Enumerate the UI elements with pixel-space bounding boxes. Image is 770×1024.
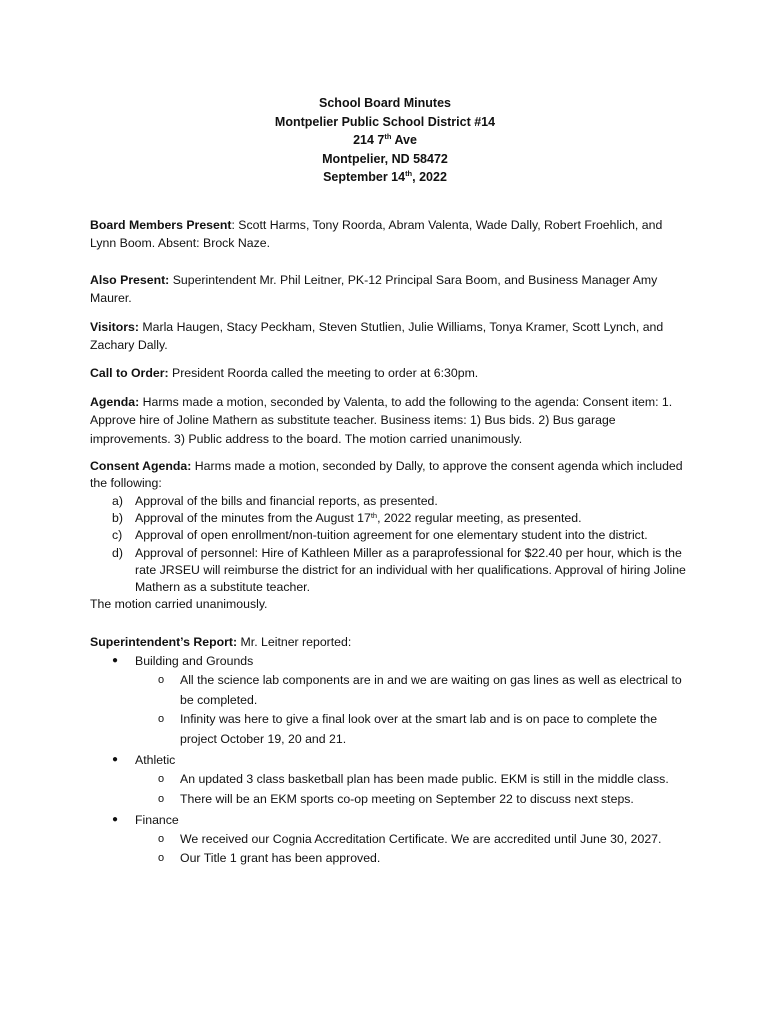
consent-closing: The motion carried unanimously. (90, 597, 268, 612)
board-members-label: Board Members Present (90, 218, 232, 232)
sub-list (135, 830, 690, 870)
superintendent-report-paragraph: Superintendent’s Report: Mr. Leitner reported: (90, 634, 352, 649)
list-item: o Infinity was here to give a final look over at the smart lab and is on pace to complete the project October 19, 20 and 21. (158, 712, 658, 747)
superintendent-report-label: Superintendent’s Report: (90, 634, 238, 649)
consent-agenda-paragraph: Consent Agenda: Harms made a motion, seconded by Dally, to approve the consent agenda which included the following: (90, 459, 683, 491)
call-to-order-label: Call to Order: (90, 366, 169, 381)
category-title: Building and Grounds (135, 653, 254, 668)
report-category-finance (90, 810, 690, 870)
consent-items-list (90, 493, 690, 597)
report-categories-list (90, 651, 690, 869)
document-title: School Board Minutes (319, 96, 451, 110)
also-present-paragraph: Also Present: Superintendent Mr. Phil Leitner, PK-12 Principal Sara Boom, and Business Manager Amy Maurer. (90, 272, 658, 306)
city-state-zip: Montpelier, ND 58472 (322, 151, 448, 166)
list-marker: a) (112, 493, 123, 508)
board-members-paragraph: Board Members Present: Scott Harms, Tony Roorda, Abram Valenta, Wade Dally, Robert Froehlich, and Lynn Boom. Absent: Brock Naze. (90, 218, 663, 251)
minutes-body (90, 216, 690, 869)
agenda-paragraph: Agenda: Harms made a motion, seconded by Valenta, to add the following to the agenda: Consent item: 1. Approve hire of Joline Mathern as substitute teacher. Business items: 1) Bus bids. 2) Bus garage improvements. 3) Public address to the board. The motion carried unanimously. (90, 394, 673, 446)
street-address: 214 7th Ave (353, 132, 417, 148)
consent-agenda-label: Consent Agenda: (90, 459, 192, 474)
circle-bullet-icon: o (158, 673, 165, 686)
report-category-building (90, 651, 690, 750)
agenda-label: Agenda: (90, 394, 140, 409)
circle-bullet-icon: o (158, 792, 165, 805)
visitors-label: Visitors: (90, 319, 139, 334)
category-title: Athletic (135, 752, 176, 767)
list-item: o All the science lab components are in and we are waiting on gas lines as well as electrical to be completed. (158, 672, 682, 707)
circle-bullet-icon: o (158, 772, 165, 785)
also-present-label: Also Present: (90, 272, 170, 287)
meeting-date: September 14th, 2022 (323, 169, 447, 185)
report-category-athletic (90, 750, 690, 810)
circle-bullet-icon: o (158, 713, 165, 726)
sub-list (135, 770, 690, 810)
sub-list (135, 671, 690, 750)
list-item: a) Approval of the bills and financial reports, as presented. (90, 493, 690, 510)
category-title: Finance (135, 812, 179, 827)
list-marker: d) (112, 545, 123, 560)
bullet-icon: ● (112, 654, 119, 666)
list-item: c) Approval of open enrollment/non-tuition agreement for one elementary student into the district. (90, 527, 690, 544)
document-header (0, 94, 770, 187)
circle-bullet-icon: o (158, 852, 165, 865)
list-item: o An updated 3 class basketball plan has been made public. EKM is still in the middle class. (90, 770, 690, 790)
list-item: b) Approval of the minutes from the August 17th, 2022 regular meeting, as presented. (90, 510, 690, 527)
visitors-paragraph: Visitors: Marla Haugen, Stacy Peckham, Steven Stutlien, Julie Williams, Tonya Kramer, Scott Lynch, and Zachary Dally. (90, 319, 664, 353)
list-item: o We received our Cognia Accreditation Certificate. We are accredited until June 30, 2027. (90, 830, 690, 850)
circle-bullet-icon: o (158, 832, 165, 845)
list-item: d) Approval of personnel: Hire of Kathleen Miller as a paraprofessional for $22.40 per hour, which is the rate JRSEU will reimburse the district for an individual with her qualifications. Approval of hiring Joline Mathern as a substitute teacher. (112, 545, 686, 595)
list-marker: c) (112, 528, 123, 543)
list-item: o Our Title 1 grant has been approved. (90, 849, 690, 869)
bullet-icon: ● (112, 753, 119, 765)
district-name: Montpelier Public School District #14 (274, 114, 496, 129)
call-to-order-paragraph: Call to Order: President Roorda called the meeting to order at 6:30pm. (90, 366, 479, 381)
bullet-icon: ● (112, 813, 119, 825)
list-item: o There will be an EKM sports co-op meeting on September 22 to discuss next steps. (90, 790, 690, 810)
list-marker: b) (112, 510, 123, 525)
